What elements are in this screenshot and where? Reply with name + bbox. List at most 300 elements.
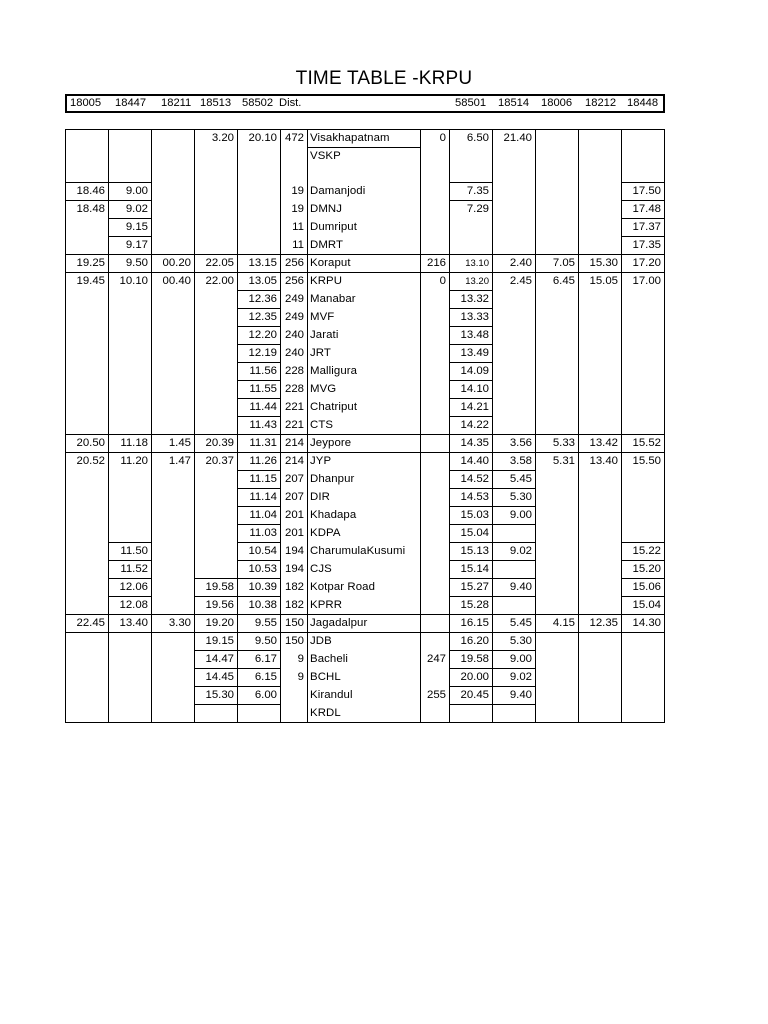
train-18447-time: 11.20 [109, 453, 152, 471]
train-18212-time: 12.35 [579, 615, 622, 633]
train-18006-time [536, 687, 579, 705]
train-18448-time [622, 633, 665, 651]
train-18006-time [536, 507, 579, 525]
train-58502-time: 11.04 [238, 507, 281, 525]
train-18211-time [152, 381, 195, 399]
train-18513-time [195, 345, 238, 363]
train-18211-time [152, 525, 195, 543]
train-18212-time [579, 597, 622, 615]
train-18005-time [66, 597, 109, 615]
train-18212-time: 13.40 [579, 453, 622, 471]
train-18006-time [536, 327, 579, 345]
timetable-row [66, 633, 665, 651]
station-cell: KPRR [308, 597, 421, 615]
train-18447-time: 9.00 [109, 183, 152, 201]
train-58501-time: 15.14 [450, 561, 493, 579]
train-18005-time [66, 669, 109, 687]
train-18005-time [66, 579, 109, 597]
timetable-row [66, 435, 665, 453]
train-18212-time [579, 651, 622, 669]
timetable-row [66, 525, 665, 543]
train-18513-time [195, 561, 238, 579]
train-18005-time: 22.45 [66, 615, 109, 633]
train-18212-time [579, 489, 622, 507]
return-distance-cell [421, 435, 450, 453]
timetable-row [66, 130, 665, 148]
timetable-row [66, 165, 665, 183]
distance-cell: 240 [281, 327, 308, 345]
train-58501-time: 13.32 [450, 291, 493, 309]
train-18006-time: 4.15 [536, 615, 579, 633]
return-distance-cell [421, 381, 450, 399]
train-18005-time [66, 148, 109, 166]
train-18447-time: 12.08 [109, 597, 152, 615]
train-18005-time [66, 165, 109, 183]
train-58501-time: 13.49 [450, 345, 493, 363]
distance-cell: 256 [281, 273, 308, 291]
train-18211-time [152, 309, 195, 327]
timetable-row [66, 309, 665, 327]
station-cell: KDPA [308, 525, 421, 543]
distance-cell: 249 [281, 309, 308, 327]
train-18447-time [109, 381, 152, 399]
train-18211-time [152, 399, 195, 417]
station-cell: Jagadalpur [308, 615, 421, 633]
distance-cell: 9 [281, 669, 308, 687]
return-distance-cell [421, 183, 450, 201]
train-58502-time: 13.15 [238, 255, 281, 273]
train-18514-time: 9.40 [493, 579, 536, 597]
train-18448-time [622, 148, 665, 166]
train-18211-time [152, 633, 195, 651]
train-18211-time [152, 597, 195, 615]
train-number-header [65, 94, 665, 113]
return-distance-cell [421, 399, 450, 417]
distance-cell: 221 [281, 417, 308, 435]
train-18006-time [536, 651, 579, 669]
train-18211-time: 3.30 [152, 615, 195, 633]
train-18005-time [66, 633, 109, 651]
distance-cell: 221 [281, 399, 308, 417]
train-18006-time [536, 291, 579, 309]
train-18006-time [536, 237, 579, 255]
train-58501-time: 7.35 [450, 183, 493, 201]
train-18005-time [66, 309, 109, 327]
train-18513-time: 22.05 [195, 255, 238, 273]
train-18447-time [109, 687, 152, 705]
train-number: 18447 [115, 97, 147, 109]
train-58502-time: 11.14 [238, 489, 281, 507]
train-18448-time [622, 525, 665, 543]
return-distance-cell [421, 525, 450, 543]
return-distance-cell [421, 633, 450, 651]
train-18006-time [536, 597, 579, 615]
train-18212-time [579, 669, 622, 687]
train-18447-time: 9.17 [109, 237, 152, 255]
train-18005-time [66, 489, 109, 507]
timetable-row [66, 363, 665, 381]
train-58501-time: 19.58 [450, 651, 493, 669]
timetable-row [66, 705, 665, 723]
timetable-row [66, 489, 665, 507]
train-18212-time [579, 543, 622, 561]
train-18513-time: 22.00 [195, 273, 238, 291]
train-18448-time: 15.50 [622, 453, 665, 471]
train-18211-time: 1.47 [152, 453, 195, 471]
distance-cell: 19 [281, 183, 308, 201]
train-18514-time: 9.02 [493, 543, 536, 561]
train-18514-time [493, 561, 536, 579]
train-58502-time: 9.50 [238, 633, 281, 651]
timetable-row [66, 291, 665, 309]
train-18448-time [622, 507, 665, 525]
train-58501-time [450, 148, 493, 166]
train-58502-time: 10.38 [238, 597, 281, 615]
train-18514-time [493, 165, 536, 183]
train-18212-time [579, 165, 622, 183]
train-number: 58501 [455, 97, 487, 109]
distance-cell [281, 687, 308, 705]
train-18513-time [195, 219, 238, 237]
train-18448-time [622, 651, 665, 669]
distance-cell: 249 [281, 291, 308, 309]
distance-cell: 214 [281, 435, 308, 453]
station-cell: BCHL [308, 669, 421, 687]
train-18513-time [195, 237, 238, 255]
train-18211-time [152, 291, 195, 309]
train-18211-time [152, 543, 195, 561]
train-18514-time [493, 525, 536, 543]
timetable-row [66, 183, 665, 201]
train-58502-time [238, 201, 281, 219]
distance-cell: 9 [281, 651, 308, 669]
train-18212-time [579, 381, 622, 399]
train-18514-time [493, 381, 536, 399]
train-18005-time [66, 130, 109, 148]
train-18513-time: 20.39 [195, 435, 238, 453]
train-18514-time: 3.58 [493, 453, 536, 471]
train-18212-time [579, 130, 622, 148]
train-18448-time: 15.06 [622, 579, 665, 597]
station-cell: Visakhapatnam [308, 130, 421, 148]
train-18448-time [622, 669, 665, 687]
train-18513-time: 15.30 [195, 687, 238, 705]
distance-cell: 201 [281, 525, 308, 543]
train-18448-time [622, 471, 665, 489]
train-18447-time [109, 327, 152, 345]
train-18211-time [152, 183, 195, 201]
train-18448-time [622, 327, 665, 345]
return-distance-cell [421, 489, 450, 507]
train-18513-time [195, 183, 238, 201]
distance-cell [281, 705, 308, 723]
distance-cell: 214 [281, 453, 308, 471]
station-cell: Damanjodi [308, 183, 421, 201]
timetable-row [66, 201, 665, 219]
train-18006-time [536, 543, 579, 561]
train-18211-time: 00.40 [152, 273, 195, 291]
train-18212-time [579, 345, 622, 363]
timetable-row [66, 237, 665, 255]
train-18447-time: 13.40 [109, 615, 152, 633]
train-18447-time: 11.52 [109, 561, 152, 579]
return-distance-cell [421, 579, 450, 597]
train-18006-time [536, 219, 579, 237]
return-distance-cell [421, 327, 450, 345]
train-18005-time [66, 525, 109, 543]
train-18448-time [622, 399, 665, 417]
station-cell: Dhanpur [308, 471, 421, 489]
train-18514-time [493, 219, 536, 237]
train-18212-time [579, 309, 622, 327]
distance-cell [281, 165, 308, 183]
distance-cell: 228 [281, 363, 308, 381]
train-18005-time: 18.46 [66, 183, 109, 201]
train-18514-time: 2.40 [493, 255, 536, 273]
timetable-row [66, 255, 665, 273]
return-distance-cell: 247 [421, 651, 450, 669]
train-18514-time [493, 399, 536, 417]
timetable-row [66, 381, 665, 399]
train-18447-time [109, 148, 152, 166]
return-distance-cell: 0 [421, 130, 450, 148]
distance-cell: 194 [281, 543, 308, 561]
train-18514-time [493, 291, 536, 309]
train-18514-time: 21.40 [493, 130, 536, 148]
return-distance-cell: 255 [421, 687, 450, 705]
train-18514-time: 5.30 [493, 633, 536, 651]
train-18448-time: 17.35 [622, 237, 665, 255]
train-18513-time [195, 165, 238, 183]
train-18448-time: 14.30 [622, 615, 665, 633]
train-18006-time [536, 471, 579, 489]
train-18447-time: 9.50 [109, 255, 152, 273]
train-18513-time [195, 417, 238, 435]
train-number: 18211 [161, 97, 192, 109]
train-18212-time [579, 687, 622, 705]
station-cell: Bacheli [308, 651, 421, 669]
distance-cell: 182 [281, 597, 308, 615]
train-18447-time [109, 669, 152, 687]
return-distance-cell [421, 507, 450, 525]
station-cell: Kirandul [308, 687, 421, 705]
train-18006-time [536, 669, 579, 687]
train-18005-time [66, 291, 109, 309]
distance-cell: 472 [281, 130, 308, 148]
return-distance-cell [421, 471, 450, 489]
timetable-row [66, 453, 665, 471]
train-18514-time: 9.02 [493, 669, 536, 687]
train-18448-time: 15.20 [622, 561, 665, 579]
train-18513-time: 20.37 [195, 453, 238, 471]
train-18005-time [66, 687, 109, 705]
train-18513-time [195, 399, 238, 417]
train-18448-time [622, 687, 665, 705]
train-18513-time: 14.45 [195, 669, 238, 687]
train-58502-time [238, 183, 281, 201]
train-18513-time [195, 543, 238, 561]
train-18447-time [109, 345, 152, 363]
train-18212-time [579, 183, 622, 201]
train-18211-time [152, 165, 195, 183]
train-number: 18513 [200, 97, 232, 109]
station-cell: Chatriput [308, 399, 421, 417]
train-58502-time [238, 237, 281, 255]
station-cell: Kotpar Road [308, 579, 421, 597]
train-18513-time [195, 381, 238, 399]
distance-cell: 182 [281, 579, 308, 597]
return-distance-cell [421, 291, 450, 309]
distance-label: Dist. [279, 97, 302, 109]
train-58501-time: 14.40 [450, 453, 493, 471]
train-18212-time [579, 399, 622, 417]
return-distance-cell [421, 165, 450, 183]
train-18211-time [152, 345, 195, 363]
train-18448-time: 15.22 [622, 543, 665, 561]
train-58501-time: 13.20 [450, 273, 493, 291]
timetable-row [66, 148, 665, 166]
train-18212-time [579, 327, 622, 345]
train-18448-time [622, 130, 665, 148]
train-18005-time [66, 507, 109, 525]
train-58501-time: 14.22 [450, 417, 493, 435]
train-58501-time: 16.20 [450, 633, 493, 651]
return-distance-cell [421, 561, 450, 579]
train-18211-time [152, 651, 195, 669]
return-distance-cell: 0 [421, 273, 450, 291]
train-18447-time: 11.18 [109, 435, 152, 453]
train-58502-time: 12.36 [238, 291, 281, 309]
train-58502-time: 12.19 [238, 345, 281, 363]
station-cell: KRPU [308, 273, 421, 291]
train-18447-time: 9.02 [109, 201, 152, 219]
train-18448-time [622, 309, 665, 327]
return-distance-cell [421, 543, 450, 561]
train-58502-time [238, 705, 281, 723]
distance-cell: 11 [281, 237, 308, 255]
train-18513-time: 3.20 [195, 130, 238, 148]
train-58502-time: 12.35 [238, 309, 281, 327]
station-cell: JDB [308, 633, 421, 651]
train-18513-time [195, 148, 238, 166]
train-18448-time [622, 381, 665, 399]
train-18448-time [622, 165, 665, 183]
train-18212-time [579, 363, 622, 381]
train-18211-time [152, 237, 195, 255]
train-18448-time: 17.20 [622, 255, 665, 273]
train-18005-time: 19.25 [66, 255, 109, 273]
train-18513-time: 19.20 [195, 615, 238, 633]
train-18211-time [152, 507, 195, 525]
station-cell: MVF [308, 309, 421, 327]
train-18212-time [579, 291, 622, 309]
train-18005-time: 20.50 [66, 435, 109, 453]
distance-cell [281, 148, 308, 166]
station-cell: Malligura [308, 363, 421, 381]
timetable-row [66, 669, 665, 687]
train-18514-time [493, 597, 536, 615]
train-58502-time: 9.55 [238, 615, 281, 633]
train-18514-time [493, 327, 536, 345]
train-number: 18514 [498, 97, 530, 109]
return-distance-cell [421, 417, 450, 435]
train-18006-time [536, 201, 579, 219]
train-18514-time [493, 183, 536, 201]
train-18211-time [152, 363, 195, 381]
station-cell: DIR [308, 489, 421, 507]
timetable-row [66, 345, 665, 363]
train-18514-time [493, 201, 536, 219]
train-58501-time [450, 705, 493, 723]
train-18447-time [109, 651, 152, 669]
train-18212-time [579, 525, 622, 543]
train-18447-time [109, 471, 152, 489]
station-cell [308, 165, 421, 183]
timetable-row [66, 615, 665, 633]
train-18211-time [152, 471, 195, 489]
train-18514-time: 5.45 [493, 471, 536, 489]
train-18211-time [152, 148, 195, 166]
distance-cell: 194 [281, 561, 308, 579]
train-18211-time [152, 327, 195, 345]
train-18006-time [536, 705, 579, 723]
station-cell: Jeypore [308, 435, 421, 453]
train-18447-time: 11.50 [109, 543, 152, 561]
distance-cell: 207 [281, 489, 308, 507]
train-18211-time [152, 705, 195, 723]
train-58501-time: 13.10 [450, 255, 493, 273]
train-58502-time: 11.26 [238, 453, 281, 471]
train-58502-time [238, 219, 281, 237]
train-18447-time [109, 633, 152, 651]
train-18514-time: 5.30 [493, 489, 536, 507]
train-18212-time [579, 417, 622, 435]
train-18448-time: 15.04 [622, 597, 665, 615]
train-18448-time: 17.37 [622, 219, 665, 237]
train-18447-time [109, 291, 152, 309]
train-18006-time [536, 130, 579, 148]
train-18212-time [579, 471, 622, 489]
train-18447-time [109, 309, 152, 327]
timetable-row [66, 471, 665, 489]
train-18448-time: 17.48 [622, 201, 665, 219]
train-58502-time: 11.31 [238, 435, 281, 453]
train-18005-time [66, 381, 109, 399]
train-18447-time [109, 705, 152, 723]
distance-cell: 240 [281, 345, 308, 363]
train-18447-time: 12.06 [109, 579, 152, 597]
timetable-row [66, 507, 665, 525]
train-18513-time [195, 471, 238, 489]
train-18005-time [66, 399, 109, 417]
train-18006-time [536, 489, 579, 507]
train-18211-time [152, 669, 195, 687]
train-18514-time: 3.56 [493, 435, 536, 453]
train-18006-time [536, 399, 579, 417]
train-18005-time [66, 561, 109, 579]
train-number: 18212 [585, 97, 617, 109]
train-58502-time: 11.55 [238, 381, 281, 399]
train-18513-time: 19.15 [195, 633, 238, 651]
train-18448-time [622, 363, 665, 381]
station-cell: DMRT [308, 237, 421, 255]
train-18448-time: 15.52 [622, 435, 665, 453]
return-distance-cell [421, 237, 450, 255]
train-58502-time: 11.03 [238, 525, 281, 543]
train-58502-time: 20.10 [238, 130, 281, 148]
train-58501-time: 13.48 [450, 327, 493, 345]
train-58501-time: 15.03 [450, 507, 493, 525]
